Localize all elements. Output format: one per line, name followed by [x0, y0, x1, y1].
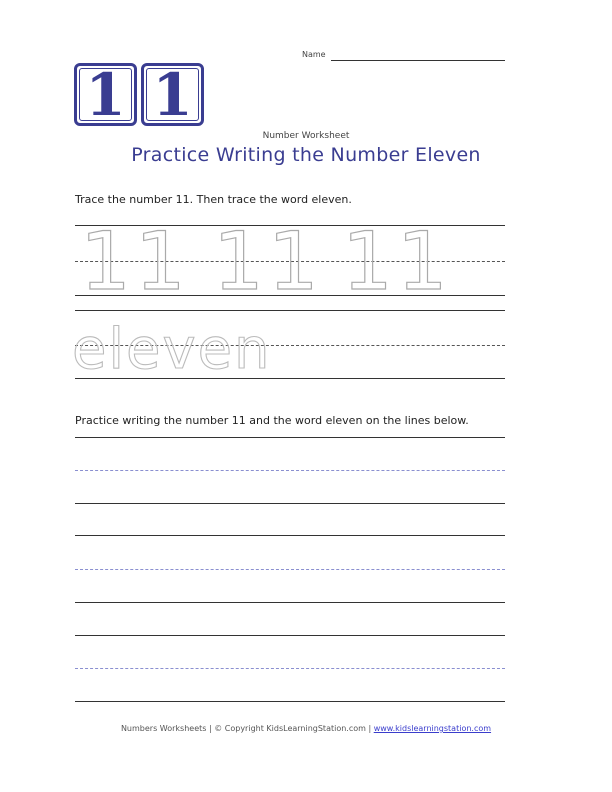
footer-copyright: | © Copyright [206, 724, 267, 733]
footer-category: Numbers Worksheets [120, 724, 207, 733]
digit-box-2 [141, 60, 204, 129]
practice-base-line-1[interactable] [75, 503, 505, 504]
practice-mid-line-1 [75, 470, 505, 471]
footer-separator: | [365, 724, 374, 733]
footer-link[interactable]: www.kidslearningstation.com [373, 724, 492, 733]
word-top-line [75, 310, 505, 311]
trace-number-2: 11 [213, 215, 323, 308]
digit-1: 1 [85, 60, 126, 129]
worksheet-label: Number Worksheet [262, 131, 350, 141]
practice-base-line-3[interactable] [75, 701, 505, 702]
footer [0, 724, 612, 733]
practice-top-line-3[interactable] [75, 635, 505, 636]
practice-top-line-1[interactable] [75, 437, 505, 438]
worksheet-title: Practice Writing the Number Eleven [131, 144, 481, 166]
practice-mid-line-2 [75, 569, 505, 570]
trace-instruction: Trace the number 11. Then trace the word eleven. [75, 193, 352, 206]
trace-number-3: 11 [342, 215, 452, 308]
trace-word: eleven [72, 317, 272, 382]
trace-number-1: 11 [80, 215, 190, 308]
digit-2: 1 [152, 60, 193, 129]
practice-instruction: Practice writing the number 11 and the word eleven on the lines below. [75, 414, 469, 427]
practice-top-line-2[interactable] [75, 535, 505, 536]
name-label: Name [302, 50, 326, 59]
footer-site-name: KidsLearningStation.com [266, 724, 366, 733]
practice-mid-line-3 [75, 668, 505, 669]
name-line[interactable] [331, 60, 505, 61]
practice-base-line-2[interactable] [75, 602, 505, 603]
digit-box-1 [74, 60, 137, 129]
